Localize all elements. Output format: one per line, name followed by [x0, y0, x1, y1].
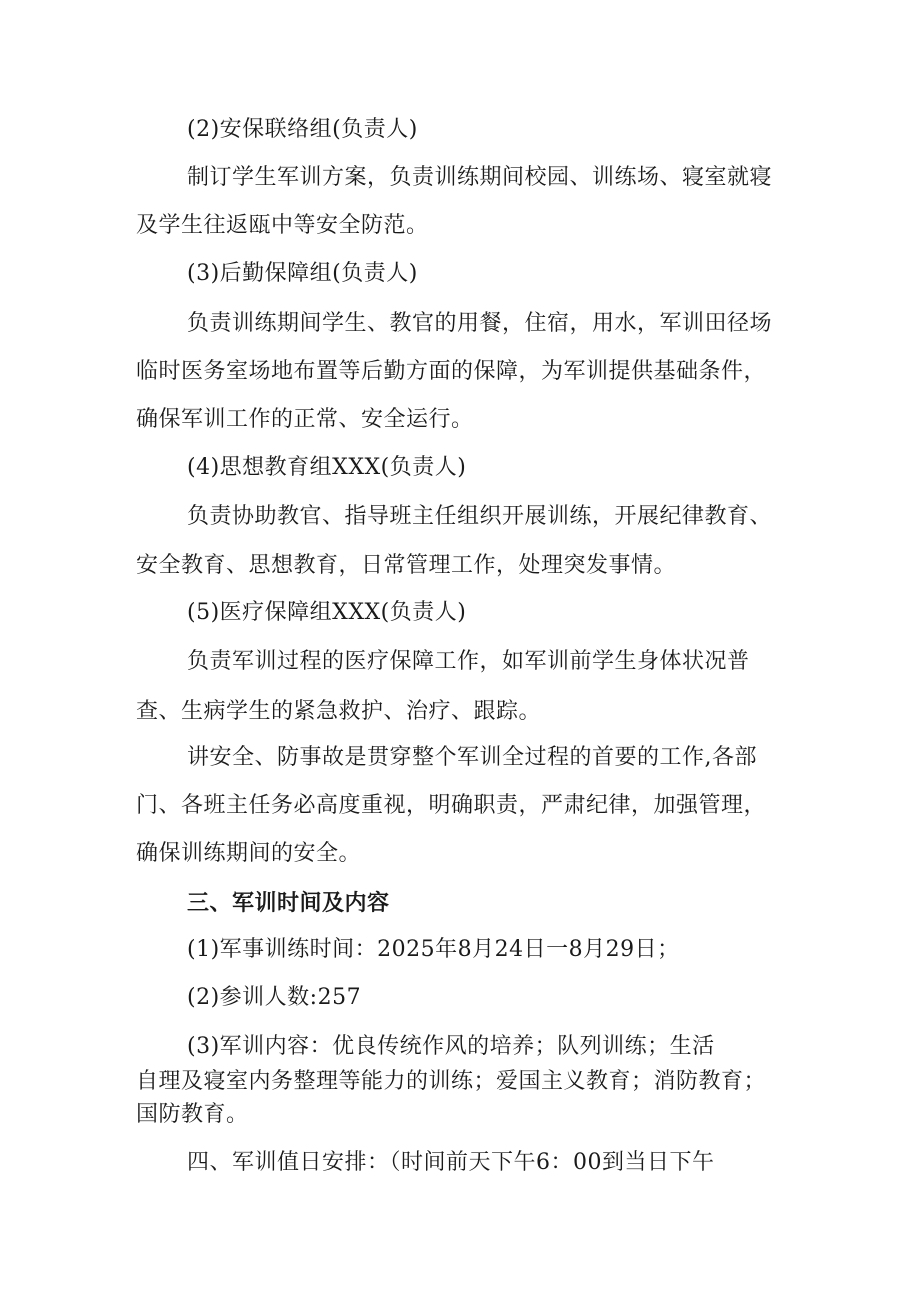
paragraph-line: 门、各班主任务必高度重视，明确职责，严肃纪律，加强管理，: [136, 793, 767, 818]
paragraph-line: 负责协助教官、指导班主任组织开展训练，开展纪律教育、: [187, 504, 773, 529]
paragraph-line: 安全教育、思想教育，日常管理工作，处理突发事情。: [136, 553, 677, 578]
paragraph-line: (2)参训人数:257: [187, 985, 362, 1010]
paragraph-line: 讲安全、防事故是贯穿整个军训全过程的首要的工作,各部: [187, 745, 757, 770]
paragraph-line: 负责军训过程的医疗保障工作，如军训前学生身体状况普: [187, 649, 750, 674]
paragraph-line: 负责训练期间学生、教官的用餐，住宿，用水，军训田径场: [187, 311, 773, 336]
paragraph-line: (3)军训内容：优良传统作风的培养；队列训练；生活: [187, 1034, 715, 1059]
section-heading-3: 三、军训时间及内容: [187, 890, 390, 916]
heading-logistics-group: (3)后勤保障组(负责人): [187, 261, 418, 286]
paragraph-line: 确保军训工作的正常、安全运行。: [136, 407, 474, 432]
heading-education-group: (4)思想教育组XXX(负责人): [187, 455, 467, 480]
paragraph-line: 国防教育。: [136, 1102, 249, 1127]
heading-medical-group: (5)医疗保障组XXX(负责人): [187, 600, 467, 625]
section-heading-4: 四、军训值日安排：（时间前天下午6：00到当日下午: [187, 1150, 715, 1175]
paragraph-line: 制订学生军训方案，负责训练期间校园、训练场、寝室就寝: [187, 165, 773, 190]
paragraph-line: (1)军事训练时间：2025年8月24日一8月29日；: [187, 937, 680, 962]
paragraph-line: 确保训练期间的安全。: [136, 841, 362, 866]
paragraph-line: 查、生病学生的紧急救护、治疗、跟踪。: [136, 699, 542, 724]
paragraph-line: 及学生往返瓯中等安全防范。: [136, 213, 429, 238]
paragraph-line: 临时医务室场地布置等后勤方面的保障，为军训提供基础条件，: [136, 359, 767, 384]
paragraph-line: 自理及寝室内务整理等能力的训练；爱国主义教育；消防教育；: [136, 1069, 767, 1094]
heading-security-group: (2)安保联络组(负责人): [187, 117, 418, 142]
